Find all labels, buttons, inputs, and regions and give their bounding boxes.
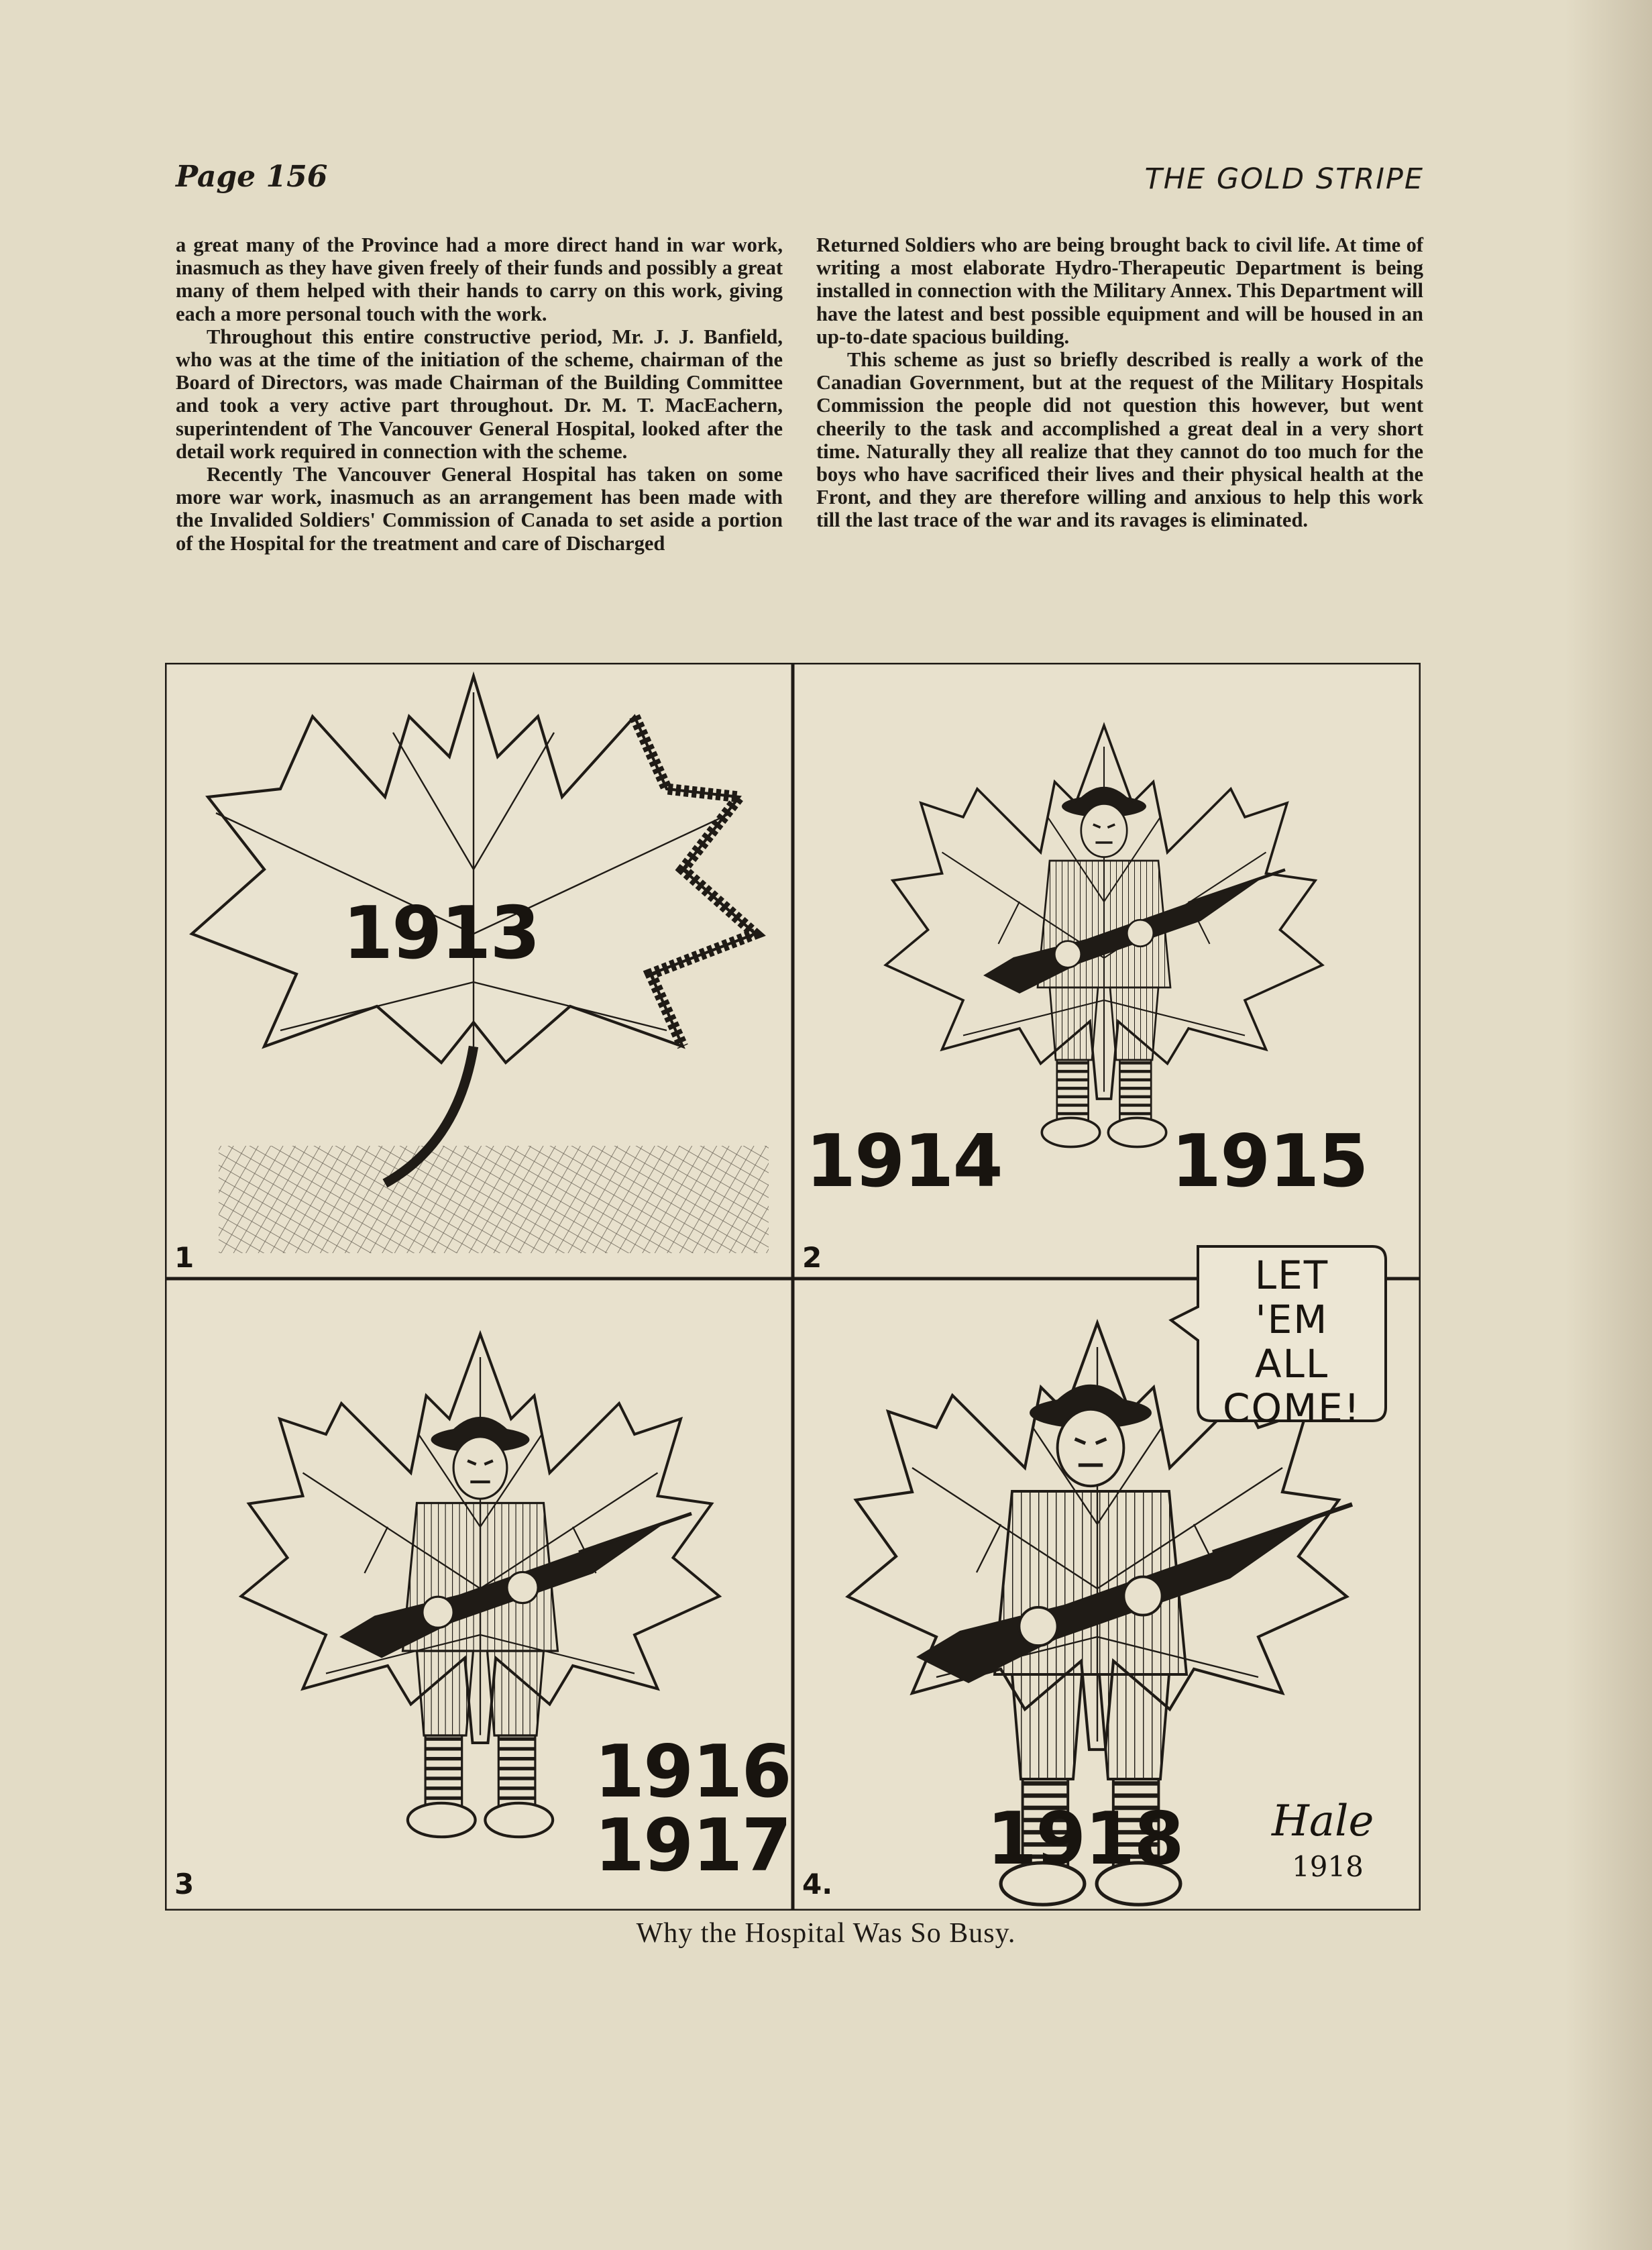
panel-2-year-1: 1914 [806,1120,1002,1203]
article-left-column [176,233,783,555]
panel-2-year-2: 1915 [1171,1120,1368,1203]
cartoon-illustration [165,663,1421,1911]
speech-line: COME! [1222,1385,1362,1431]
panel-2-art [886,726,1323,1147]
paragraph: Recently The Vancouver General Hospital has taken on some more war work, inasmuch as an arrangement has been made with the Invalided Soldiers' Commission of Canada to set aside a portion of the Hospital for the treatment and care of Discharged [176,463,783,555]
panel-3-year-1: 1916 [594,1730,791,1814]
panel-3-number: 3 [174,1868,195,1900]
speech-line: 'EM [1255,1297,1329,1342]
panel-2-number: 2 [802,1241,822,1274]
paragraph: Returned Soldiers who are being brought back to civil life. At time of writing a most elaborate Hydro-Therapeutic Department is being installed in connection with the Military Annex. This Department will have the latest and best possible equipment and will be housed in an up-to-date spacious building. [816,233,1423,348]
journal-title: THE GOLD STRIPE [1144,162,1424,196]
paragraph: This scheme as just so briefly described is really a work of the Canadian Government, but at the request of the Military Hospitals Commission the people did not question this however, but went cheerily to the task and accomplished a great deal in a very short time. Naturally they all realize that they cannot do too much for the boys who have sacrificed their lives and their physical health at the Front, and they are therefore willing and anxious to help this work till the last trace of the war and its ravages is eliminated. [816,348,1423,532]
page-edge-shadow [1565,0,1652,2250]
paragraph: Throughout this entire constructive period, Mr. J. J. Banfield, who was at the time of the initiation of the scheme, chairman of the Board of Directors, was made Chairman of the Building Committee and took a very active part throughout. Dr. M. T. MacEachern, superintendent of The Vancouver General Hospital, looked after the detail work required in connection with the scheme. [176,325,783,463]
speech-line: LET [1254,1252,1329,1298]
panel-1-number: 1 [174,1241,195,1274]
panel-4-number: 4. [802,1868,833,1900]
panel-3-year-2: 1917 [594,1804,791,1888]
artist-signature-year: 1918 [1292,1850,1364,1883]
paragraph: a great many of the Province had a more direct hand in war work, inasmuch as they have given freely of their funds and possibly a great many of them helped with their hands to carry on this work, giving each a more personal touch with the work. [176,233,783,325]
cartoon-caption: Why the Hospital Was So Busy. [636,1918,1016,1949]
page-number: Page 156 [176,160,328,194]
page-header [176,160,1424,207]
panel-1-year: 1913 [343,892,539,975]
article-right-column [816,233,1423,532]
panel-4-year: 1918 [987,1797,1183,1881]
speech-bubble [1201,1253,1382,1430]
artist-signature: Hale [1272,1797,1374,1846]
speech-line: ALL [1254,1341,1329,1387]
